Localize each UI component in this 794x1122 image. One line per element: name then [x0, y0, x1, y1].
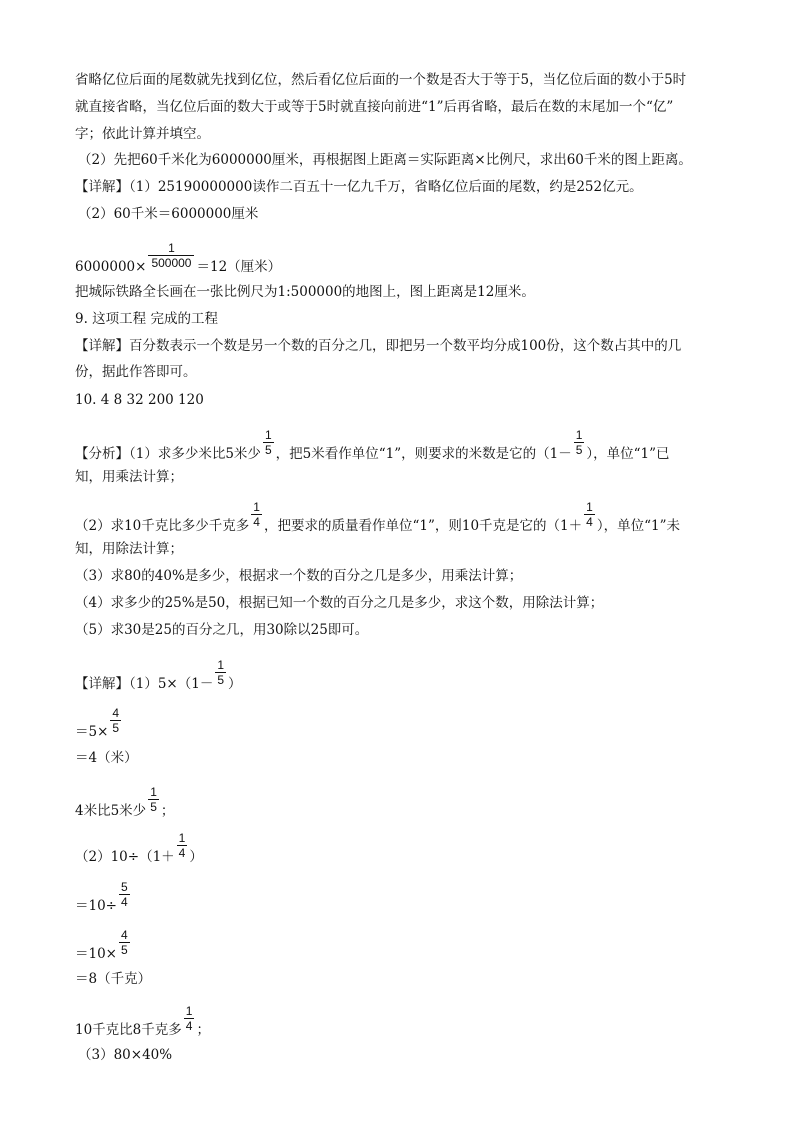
text-span: 6000000× [75, 259, 147, 275]
text-span: （1）25190000000读作二百五十一亿九千万，省略亿位后面的尾数，约是252亿元。 [129, 179, 643, 195]
text-span: 4米比5米少 [75, 803, 147, 819]
fraction-numerator: 4 [121, 928, 128, 942]
text-line: （3）80×40% [78, 1047, 173, 1063]
fraction-denominator: 4 [121, 895, 128, 909]
fraction-numerator: 1 [150, 785, 157, 799]
answer-line-10: 10. 4 8 32 200 120 [75, 392, 204, 408]
fraction-denominator: 5 [150, 800, 157, 814]
text-span: 百分数表示一个数是另一个数的百分之几，即把另一个数平均分成100份，这个数占其中的几 [129, 338, 682, 354]
equation-line [75, 785, 175, 826]
text-span: ，把要求的质量看作单位“1”，则10千克是它的（1＋ [263, 518, 583, 534]
text-span: ＝10× [75, 946, 117, 962]
text-span: ），单位“1”未 [596, 518, 680, 534]
fraction-numerator: 1 [253, 500, 260, 514]
detail-line [75, 177, 643, 197]
text-span: ； [160, 803, 175, 819]
text-span: ； [196, 1022, 210, 1038]
text-span: ），单位“1”已 [586, 446, 670, 462]
fraction-denominator: 4 [253, 515, 260, 529]
text-span: 【详解】（1）5×（1－ [75, 676, 214, 692]
fraction-numerator: 1 [575, 428, 583, 442]
fraction-numerator: 1 [168, 241, 175, 255]
text-line: 字；依此计算并填空。 [75, 126, 210, 142]
text-line: 把城际铁路全长画在一张比例尺为1:500000的地图上，图上距离是12厘米。 [75, 284, 535, 300]
text-span: ＝10÷ [75, 898, 117, 914]
fraction-numerator: 1 [178, 831, 186, 845]
fraction-denominator: 4 [178, 846, 186, 860]
fraction [184, 1004, 195, 1033]
fraction [574, 428, 585, 457]
fraction-denominator: 4 [185, 1019, 193, 1033]
fraction-denominator: 5 [112, 721, 120, 735]
text-line: ＝4（米） [75, 750, 138, 766]
fraction-numerator: 4 [112, 706, 120, 720]
fraction-numerator: 5 [121, 880, 128, 894]
fraction [251, 500, 262, 529]
fraction-denominator: 500000 [148, 255, 194, 270]
fraction-denominator: 5 [121, 943, 128, 957]
fraction-denominator: 5 [217, 673, 225, 687]
answer-line-9: 9. 这项工程 完成的工程 [75, 311, 218, 327]
fraction [119, 928, 130, 957]
fraction [148, 241, 194, 270]
fraction-numerator: 1 [264, 428, 272, 442]
text-span: ，把5米看作单位“1”，则要求的米数是它的（1－ [275, 446, 572, 462]
detail-line [75, 336, 681, 356]
fraction [148, 785, 159, 814]
text-line: （4）求多少的25%是50，根据已知一个数的百分之几是多少，求这个数，用除法计算； [75, 595, 604, 611]
fraction-numerator: 1 [586, 500, 593, 514]
fraction-numerator: 1 [185, 1004, 193, 1018]
equation-line [75, 831, 203, 872]
analysis-line [75, 500, 680, 541]
text-line: ＝8（千克） [75, 971, 152, 987]
text-span: （2）10÷（1＋ [75, 849, 175, 865]
fraction [584, 500, 595, 529]
fraction [215, 658, 226, 687]
text-line: 知，用乘法计算； [75, 469, 183, 485]
text-span: ＝5× [75, 724, 109, 740]
text-line: （3）求80的40%是多少，根据求一个数的百分之几是多少，用乘法计算； [75, 568, 523, 584]
text-line: 省略亿位后面的尾数就先找到亿位，然后看亿位后面的一个数是否大于等于5，当亿位后面的数小于5时 [75, 72, 687, 88]
detail-label: 【详解】 [75, 179, 129, 195]
fraction-numerator: 1 [217, 658, 225, 672]
equation-line [75, 706, 123, 747]
detail-label: 【详解】 [75, 338, 129, 354]
fraction [110, 706, 121, 735]
equation-line [75, 241, 282, 282]
text-span: ＝12（厘米） [196, 259, 282, 275]
equation-line [75, 1004, 210, 1045]
text-line: 就直接省略，当亿位后面的数大于或等于5时就直接向前进“1”后再省略，最后在数的末尾加一个“亿” [75, 99, 674, 115]
text-span: ） [189, 849, 203, 865]
fraction-denominator: 5 [575, 443, 583, 457]
fraction [263, 428, 274, 457]
equation-line [75, 880, 132, 921]
fraction-denominator: 4 [586, 515, 593, 529]
equation-line [75, 928, 132, 969]
text-line: （2）先把60千米化为6000000厘米，再根据图上距离＝实际距离×比例尺，求出60千米的图上距离。 [78, 152, 692, 168]
fraction-denominator: 5 [264, 443, 272, 457]
fraction [177, 831, 188, 860]
text-span: 【分析】（1）求多少米比5米少 [75, 446, 261, 462]
analysis-line [75, 428, 670, 469]
text-line: 知，用除法计算； [75, 541, 183, 557]
text-span: ） [228, 676, 242, 692]
text-line: 份，据此作答即可。 [75, 364, 197, 380]
text-line: （5）求30是25的百分之几，用30除以25即可。 [75, 622, 369, 638]
text-span: 10千克比8千克多 [75, 1022, 182, 1038]
text-span: （2）求10千克比多少千克多 [75, 518, 250, 534]
detail-line [75, 658, 242, 699]
fraction [119, 880, 130, 909]
text-line: （2）60千米＝6000000厘米 [78, 206, 259, 222]
